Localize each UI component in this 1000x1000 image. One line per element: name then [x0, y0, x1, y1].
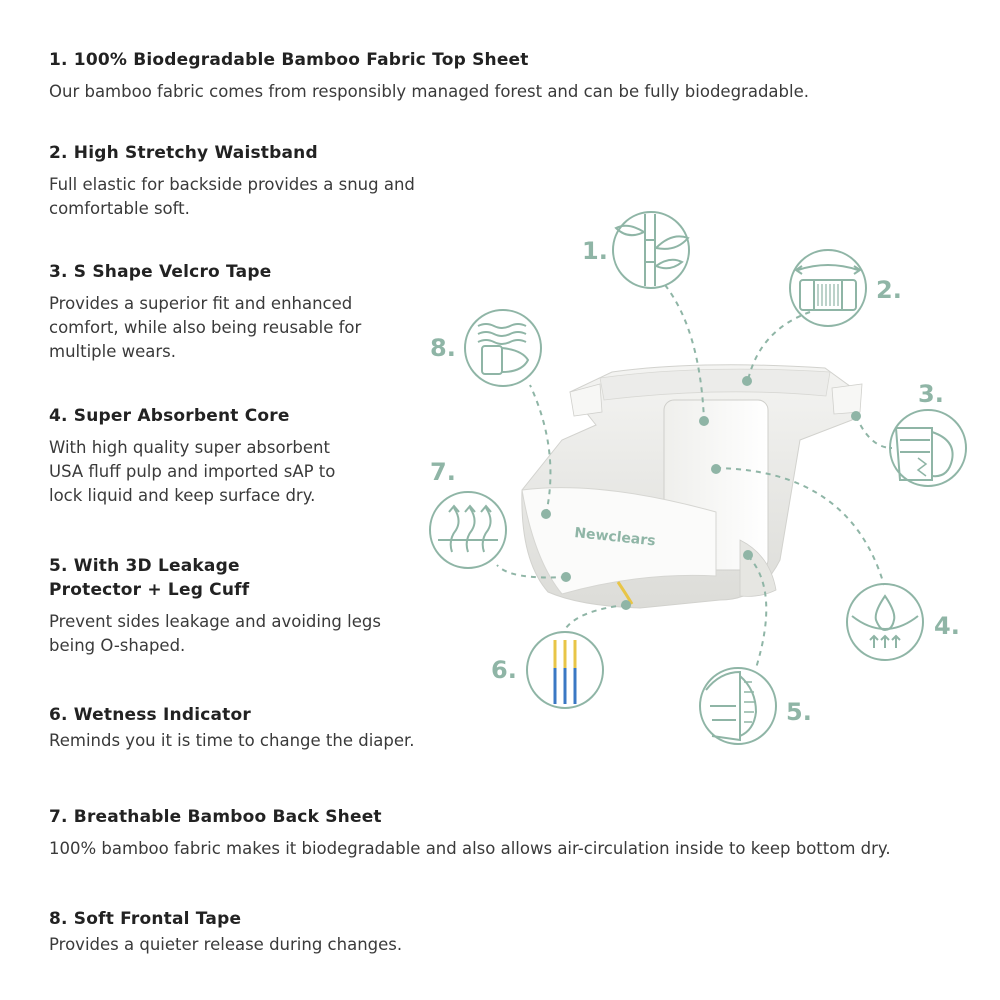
- callout-8-number: 8.: [430, 334, 456, 362]
- feature-6-title: 6. Wetness Indicator: [49, 705, 251, 725]
- callout-2-number: 2.: [876, 276, 902, 304]
- feature-6: [49, 703, 415, 753]
- callout-6-wetness-indicator-icon: [527, 632, 603, 708]
- feature-3: [49, 260, 409, 364]
- feature-7-text: 100% bamboo fabric makes it biodegradable and also allows air-circulation inside to keep bottom dry.: [49, 839, 891, 858]
- callout-3-velcro-tape-icon: [890, 410, 966, 486]
- feature-6-text: Reminds you it is time to change the diaper.: [49, 731, 415, 750]
- callout-2-waistband-icon: [790, 250, 866, 326]
- feature-3-text: Provides a superior fit and enhanced comfort, while also being reusable for multiple wears.: [49, 294, 362, 361]
- diaper-image: [522, 365, 862, 608]
- diaper-diagram: [420, 200, 1000, 760]
- feature-4-title: 4. Super Absorbent Core: [49, 406, 290, 426]
- feature-8-title: 8. Soft Frontal Tape: [49, 909, 242, 929]
- feature-7: [49, 805, 891, 861]
- feature-2-title: 2. High Stretchy Waistband: [49, 143, 318, 163]
- callout-3-number: 3.: [918, 380, 944, 408]
- callout-5-number: 5.: [786, 698, 812, 726]
- feature-8: [49, 907, 402, 957]
- callout-1-number: 1.: [582, 237, 608, 265]
- feature-4-text: With high quality super absorbent USA fluff pulp and imported sAP to lock liquid and keep surface dry.: [49, 438, 336, 505]
- callout-5-leg-cuff-icon: [700, 668, 776, 744]
- callout-1-bamboo-icon: [613, 212, 689, 288]
- callout-8-frontal-tape-icon: [465, 310, 541, 386]
- callout-4-droplet-icon: [847, 584, 923, 660]
- brand-label: Newclears: [573, 525, 657, 550]
- feature-1-title: 1. 100% Biodegradable Bamboo Fabric Top Sheet: [49, 50, 529, 70]
- callout-4-number: 4.: [934, 612, 960, 640]
- feature-7-title: 7. Breathable Bamboo Back Sheet: [49, 807, 382, 827]
- feature-8-text: Provides a quieter release during changes.: [49, 935, 403, 954]
- feature-5-title: 5. With 3D Leakage Protector + Leg Cuff: [49, 556, 250, 600]
- callout-6-number: 6.: [491, 656, 517, 684]
- feature-4: [49, 404, 369, 508]
- feature-2-text: Full elastic for backside provides a snug and comfortable soft.: [49, 175, 415, 218]
- feature-1-text: Our bamboo fabric comes from responsibly managed forest and can be fully biodegradable.: [49, 82, 809, 101]
- callout-7-breathable-icon: [430, 492, 506, 568]
- feature-3-title: 3. S Shape Velcro Tape: [49, 262, 272, 282]
- feature-1: [49, 48, 809, 104]
- feature-2: [49, 141, 429, 221]
- feature-5: [49, 554, 429, 658]
- feature-5-text: Prevent sides leakage and avoiding legs being O-shaped.: [49, 612, 381, 655]
- callout-7-number: 7.: [430, 458, 456, 486]
